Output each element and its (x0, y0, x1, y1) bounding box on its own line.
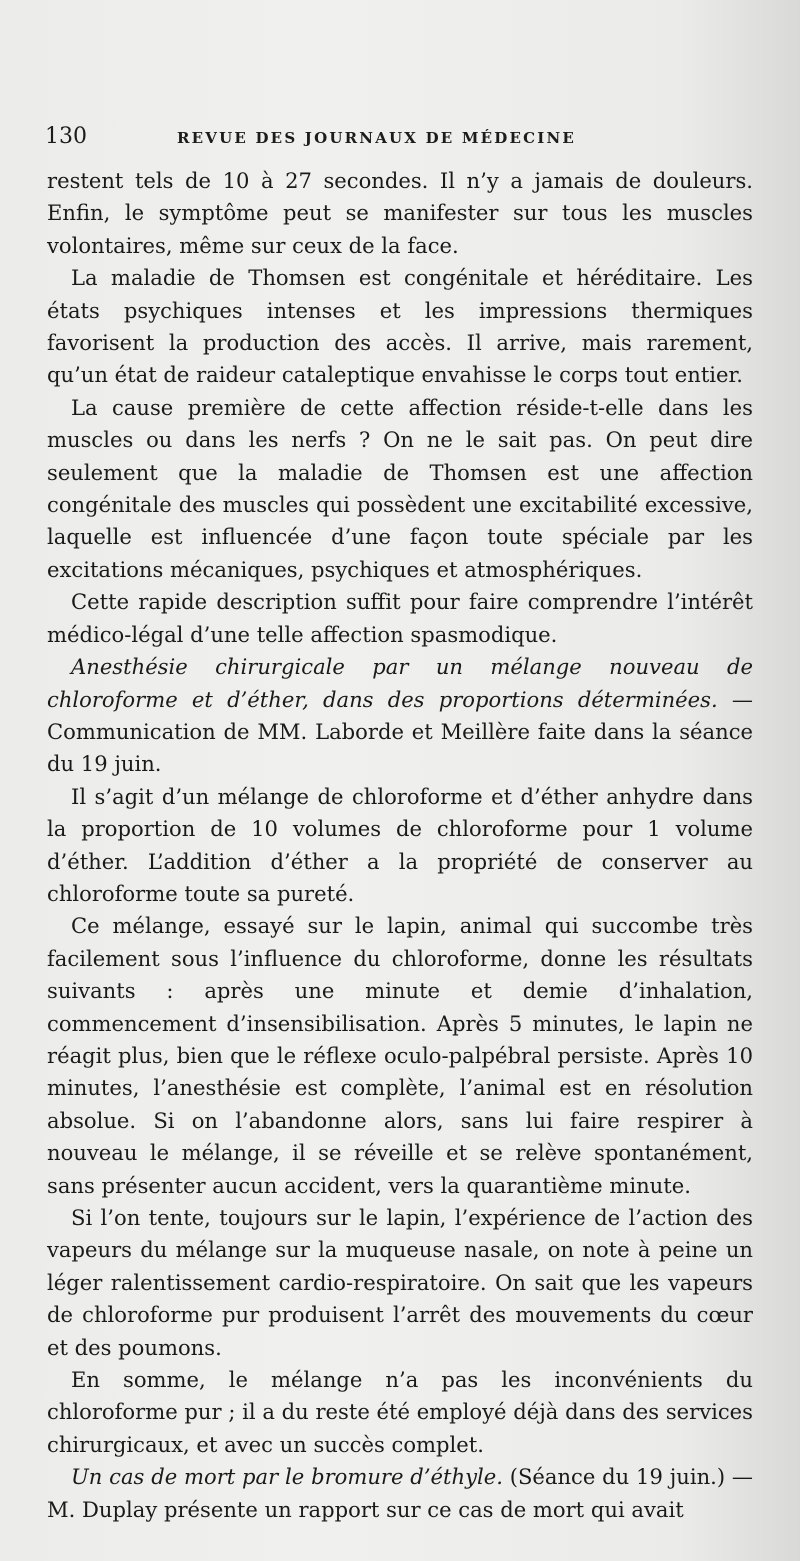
paragraph: Il s’agit d’un mélange de chloroforme et d’éther anhydre dans la proportion de 10 volumes de chloroforme pour 1 volume d’éther. L’addition d’éther a la propriété de conserver au chloroforme toute sa pureté. (47, 783, 753, 906)
paragraph: Cette rapide description suffit pour faire comprendre l’intérêt médico-légal d’une telle affection spasmodique. (47, 589, 753, 647)
section-paragraph-bromure: Un cas de mort par le bromure d’éthyle. (Séance du 19 juin.) — M. Duplay présente un rapport sur ce cas de mort qui avait (47, 1464, 753, 1522)
paragraph-continued: restent tels de 10 à 27 secondes. Il n’y a jamais de douleurs. Enfin, le symptôme peut se manifester sur tous les muscles volontaires, même sur ceux de la face. (47, 168, 753, 258)
section-paragraph-anesthesie: Anesthésie chirurgicale par un mélange nouveau de chloroforme et d’éther, dans des proportions déterminées. — Communication de MM. Laborde et Meillère faite dans la séance du 19 juin. (47, 654, 753, 777)
paragraph: La cause première de cette affection réside-t-elle dans les muscles ou dans les nerfs ? On ne le sait pas. On peut dire seulement que la maladie de Thomsen est une affection congénitale des muscles qui possèdent une excitabilité excessive, laquelle est influencée d’une façon toute spéciale par les excitations mécaniques, psychiques et atmosphériques. (47, 394, 753, 582)
paragraph: Ce mélange, essayé sur le lapin, animal qui succombe très facilement sous l’influence du chloroforme, donne les résultats suivants : après une minute et demie d’inhalation, commencement d’insensibilisation. Après 5 minutes, le lapin ne réagit plus, bien que le réflexe oculo-palpébral persiste. Après 10 minutes, l’anesthésie est complète, l’animal est en résolution absolue. Si on l’abandonne alors, sans lui faire respirer à nouveau le mélange, il se réveille et se relève spontanément, sans présenter aucun accident, vers la quarantième minute. (47, 913, 753, 1198)
paragraph: En somme, le mélange n’a pas les inconvénients du chloroforme pur ; il a du reste été employé déjà dans des services chirurgicaux, et avec un succès complet. (47, 1367, 753, 1457)
page-number: 130 (45, 124, 87, 149)
running-title: REVUE DES JOURNAUX DE MÉDECINE (177, 129, 577, 147)
paragraph: Si l’on tente, toujours sur le lapin, l’expérience de l’action des vapeurs du mélange sur la muqueuse nasale, on note à peine un léger ralentissement cardio-respiratoire. On sait que les vapeurs de chloroforme pur produisent l’arrêt des mouvements du cœur et des poumons. (47, 1205, 753, 1360)
section-title: Anesthésie chirurgicale par un mélange nouveau de chloroforme et d’éther, dans des proportions déterminées. (47, 654, 753, 712)
running-head (45, 124, 755, 154)
section-title: Un cas de mort par le bromure d’éthyle. (71, 1464, 503, 1490)
article-body (47, 165, 753, 1526)
paragraph: La maladie de Thomsen est congénitale et héréditaire. Les états psychiques intenses et les impressions thermiques favorisent la production des accès. Il arrive, mais rarement, qu’un état de raideur cataleptique envahisse le corps tout entier. (47, 265, 753, 388)
